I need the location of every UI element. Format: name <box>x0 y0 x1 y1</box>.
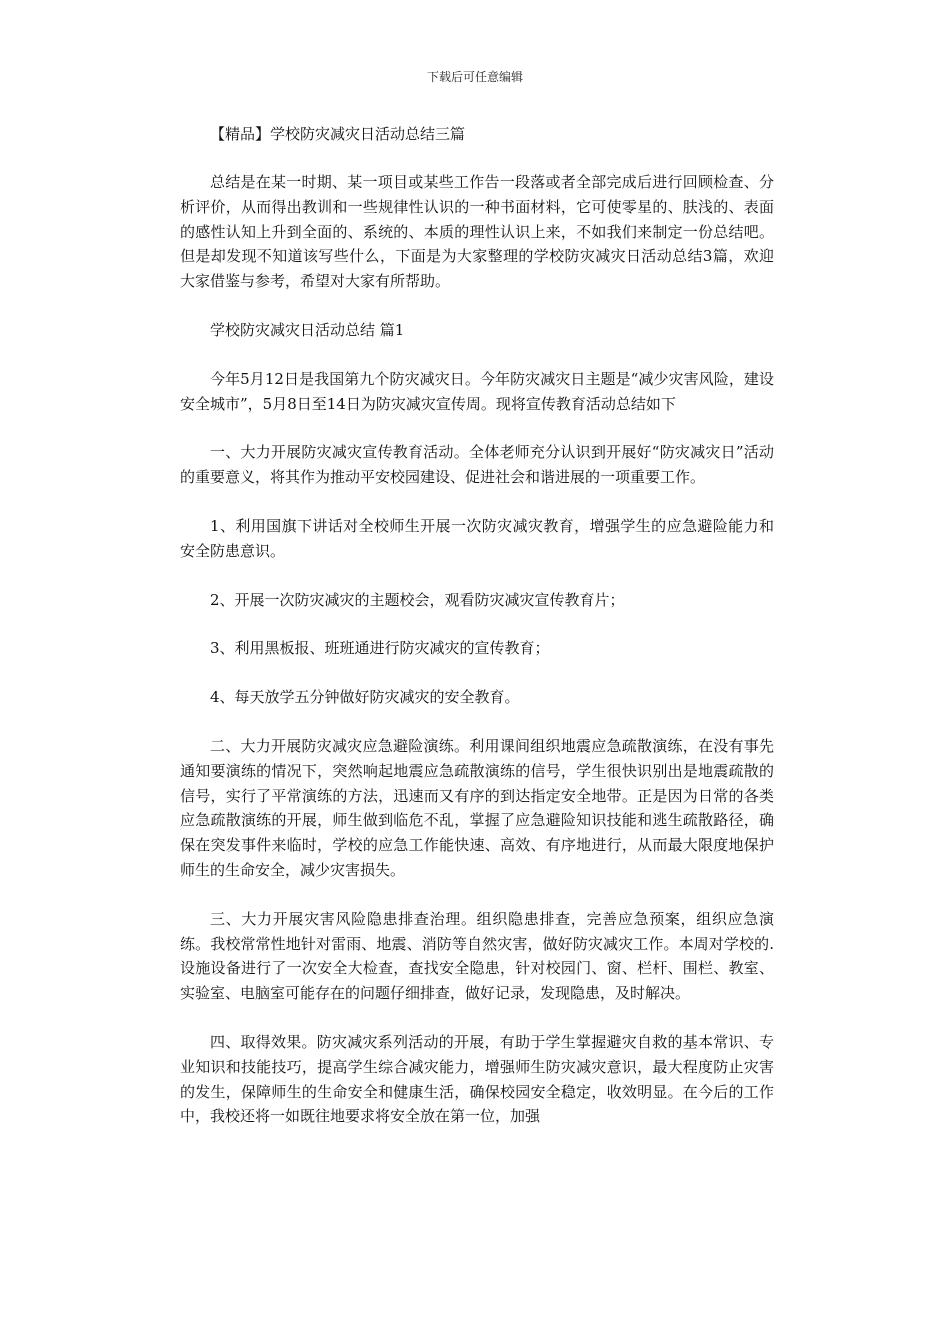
list-item-4: 4、每天放学五分钟做好防灾减灾的安全教育。 <box>210 688 520 707</box>
download-note: 下载后可任意编辑 <box>426 70 523 84</box>
paragraph-part-4: 四、取得效果。防灾减灾系列活动的开展，有助于学生掌握避灾自救的基本常识、专业知识和技能技巧，提高学生综合减灾能力，增强师生防灾减灾意识，最大程度防止灾害的发生，保障师生的生命安全和健康生活，确保校园安全稳定，收效明显。在今后的工作中，我校还将一如既往地要求将安全放在第一位，加强 <box>180 1032 774 1126</box>
intro-paragraph: 总结是在某一时期、某一项目或某些工作告一段落或者全部完成后进行回顾检查、分析评价，从而得出教训和一些规律性认识的一种书面材料，它可使零星的、肤浅的、表面的感性认知上升到全面的、系统的、本质的理性认识上来，不如我们来制定一份总结吧。但是却发现不知道该写些什么，下面是为大家整理的学校防灾减灾日活动总结3篇，欢迎大家借鉴与参考，希望对大家有所帮助。 <box>180 173 774 291</box>
paragraph-part-1: 一、大力开展防灾减灾宣传教育活动。全体老师充分认识到开展好“防灾减灾日”活动的重要意义，将其作为推动平安校园建设、促进社会和谐进展的一项重要工作。 <box>180 443 774 487</box>
list-item-2: 2、开展一次防灾减灾的主题校会，观看防灾减灾宣传教育片； <box>210 590 625 609</box>
paragraph-overview: 今年5月12日是我国第九个防灾减灾日。今年防灾减灾日主题是“减少灾害风险，建设安全城市”，5月8日至14日为防灾减灾宣传周。现将宣传教育活动总结如下 <box>180 369 774 413</box>
document-title: 【精品】学校防灾减灾日活动总结三篇 <box>210 125 466 143</box>
document-body <box>180 122 774 1153</box>
list-item-1: 1、利用国旗下讲话对全校师生开展一次防灾减灾教育，增强学生的应急避险能力和安全防患意识。 <box>180 516 774 560</box>
paragraph-part-3: 三、大力开展灾害风险隐患排查治理。组织隐患排查，完善应急预案，组织应急演练。我校常常性地针对雷雨、地震、消防等自然灾害，做好防灾减灾工作。本周对学校的.设施设备进行了一次安全大检查，查找安全隐患，针对校园门、窗、栏杆、围栏、教室、实验室、电脑室可能存在的问题仔细排查，做好记录，发现隐患，及时解决。 <box>180 909 774 1003</box>
list-item-3: 3、利用黑板报、班班通进行防灾减灾的宣传教育； <box>210 639 550 658</box>
section-heading-1: 学校防灾减灾日活动总结 篇1 <box>210 320 405 339</box>
paragraph-part-2: 二、大力开展防灾减灾应急避险演练。利用课间组织地震应急疏散演练，在没有事先通知要演练的情况下，突然响起地震应急疏散演练的信号，学生很快识别出是地震疏散的信号，实行了平常演练的方法，迅速而又有序的到达指定安全地带。正是因为日常的各类应急疏散演练的开展，师生做到临危不乱，掌握了应急避险知识技能和逃生疏散路径，确保在突发事件来临时，学校的应急工作能快速、高效、有序地进行，从而最大限度地保护师生的生命安全，减少灾害损失。 <box>180 736 774 879</box>
